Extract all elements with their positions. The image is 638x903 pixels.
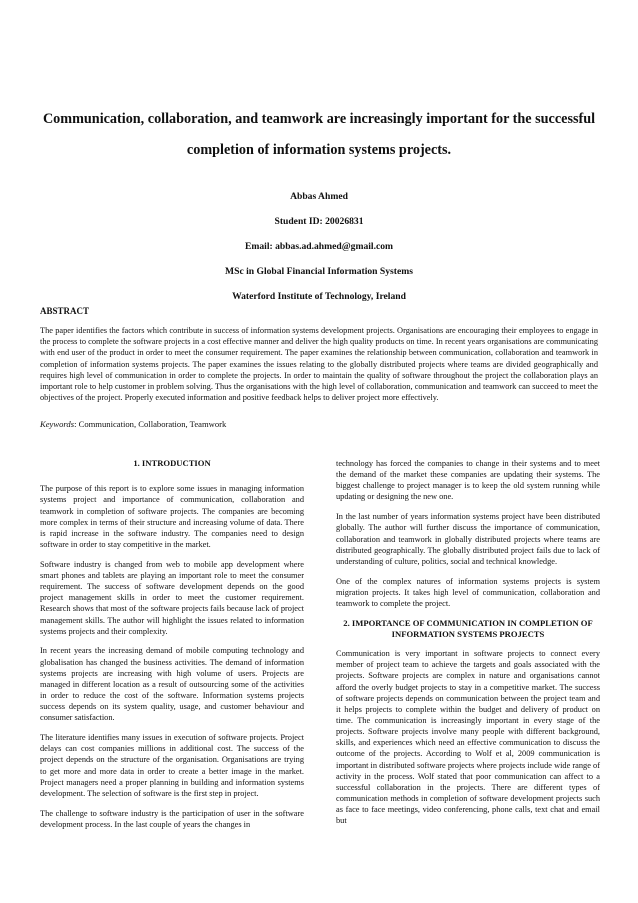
abstract-heading: ABSTRACT	[40, 306, 90, 316]
right-column	[336, 458, 600, 835]
paragraph: Communication is very important in software projects to connect every member of project team to achieve the targets and goals associated with the projects. Software projects are complex in nature and organisations cannot afford the overly budget projects to stay in a competitive market. The success of software projects depends on communication between the project team and it helps projects to complete within the budget and delivery of product on time. The communication is increasingly important in every stage of the projects. Software projects involve many people with different background, skills, and experiences which need an effective communication to discuss the outcome of the projects. According to Wolf et al, 2009 communication is important in distributed software projects where projects include wide range of activity in the process. Wolf stated that poor communication can affect to a successful collaboration in the projects. There are different types of communication methods in completion of software development projects such as face to face meetings, video conferencing, phone calls, text chat and email but	[336, 649, 600, 826]
paragraph: The literature identifies many issues in execution of software projects. Project delays can cost companies millions in additional cost. The success of the project depends on the structure of the organisation. Organisations are trying to get more and more data in order to create a better image in the market. Project managers need a proper planning in building and information systems development. The selection of software is the first step in project.	[40, 733, 304, 798]
paragraph: technology has forced the companies to change in their systems and to meet the demand of the market these companies are updating their systems. The biggest challenge to project manager is to keep the old system running while updating or designing the new one.	[336, 459, 600, 502]
paragraph: Software industry is changed from web to mobile app development where smart phones and tablets are playing an important role to meet the consumer requirement. The success of software development depends on the good project management skills in order to meet the customer requirement. Research shows that most of the software projects fails because lack of project management skills. The author will highlight the issues related to information systems projects and their complexity.	[40, 559, 304, 636]
author-email: Email: abbas.ad.ahmed@gmail.com	[244, 241, 394, 252]
author-program: MSc in Global Financial Information Systems	[225, 266, 413, 277]
paper-title: Communication, collaboration, and teamwork are increasingly important for the successful completion of information systems projects.	[42, 111, 596, 158]
paragraph: In recent years the increasing demand of mobile computing technology and globalisation has changed the business activities. The demand of information systems projects are increasing with high volume of users. Projects are managed in different location as a result of outsourcing some of the activities in order to reduce the cost of the software. Information systems projects success depends on its system quality, usage, and customer behaviour and consumer satisfaction.	[40, 646, 304, 723]
paragraph: The challenge to software industry is the participation of user in the software development process. In the last couple of years the changes in	[40, 808, 304, 829]
author-block	[40, 184, 598, 309]
paragraph: The purpose of this report is to explore some issues in managing information systems project and importance of communication, collaboration and teamwork in completion of software projects. The companies are becoming more complex in terms of their structure and increasing volume of data. There is rapid increase in the software industry. The companies need to design software in order to stay competitive in the market.	[40, 484, 304, 549]
keywords-line	[40, 419, 598, 429]
keywords-label: Keywords	[40, 419, 75, 429]
section-heading-introduction: 1. INTRODUCTION	[133, 458, 211, 468]
section-heading-importance-of-communication: 2. IMPORTANCE OF COMMUNICATION IN COMPLETION OF INFORMATION SYSTEMS PROJECTS	[343, 617, 593, 639]
abstract-text: The paper identifies the factors which contribute in success of information systems development projects. Organisations are encouraging their employees to engage in the process to complete the software projects in a cost effective manner and deliver the high quality products on time. In recent years organisations are communicating with end user of the product in order to meet the consumer requirement. The paper examines the relationship between communication, collaboration and teamwork in completion of information systems projects. The paper examines the issues relating to the globally distributed projects where teams are divided geographically and requires high level of communication in order to complete the projects. In order to maintain the quality of software throughout the project the collaboration plays an important role to help customer in problem solving. Thus the organisations with the high level of collaboration, communication and teamwork can succeed to meet the objectives of the project. Properly executed information and positive feedback helps to deliver project more effectively.	[40, 326, 598, 403]
keywords-list: : Communication, Collaboration, Teamwork	[74, 419, 227, 429]
student-id: Student ID: 20026831	[274, 216, 364, 227]
left-column	[40, 458, 304, 839]
paragraph: One of the complex natures of information systems projects is system migration projects. It takes high level of communication, collaboration and teamwork to complete the project.	[336, 576, 600, 608]
paragraph: In the last number of years information systems project have been distributed globally. The author will further discuss the importance of communication, collaboration and teamwork in globally distributed projects where teams are distributed geographically. The globally distributed project fails due to lack of understanding of culture, politics, social and technical knowledge.	[336, 512, 600, 566]
author-name: Abbas Ahmed	[290, 191, 348, 202]
author-institution: Waterford Institute of Technology, Ireland	[232, 291, 406, 302]
